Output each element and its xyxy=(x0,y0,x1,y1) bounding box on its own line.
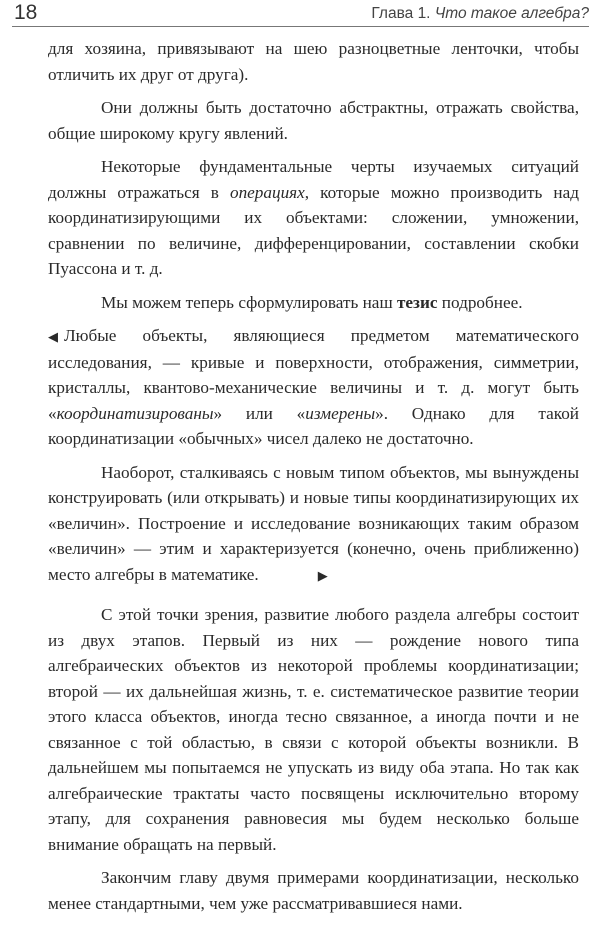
emphasis-operations: операциях xyxy=(229,182,305,202)
paragraph-text: Закончим главу двумя примерами координатизации, несколько менее стандартными, чем уже рассматривавшиеся нами. xyxy=(48,868,579,913)
emphasis-coordinatized: координатизированы xyxy=(56,403,214,423)
running-header xyxy=(12,0,589,27)
thesis-paragraph-2 xyxy=(48,460,579,589)
emphasis-measured: измерены xyxy=(305,403,376,423)
paragraph-text: » или « xyxy=(213,403,306,423)
paragraph-text: ». Однако для такой координатизации «обычных» чисел далеко не достаточно. xyxy=(48,403,579,448)
paragraph-two-stages xyxy=(48,602,579,857)
paragraph-text: Наоборот, сталкиваясь с новым типом объектов, мы вынуждены конструировать (или открывать) и новые типы координатизирующих их «величин». Построение и исследование возникающих таким образом «величин» — этим и характеризуется (конечно, очень приближенно) место алгебры в математике. xyxy=(48,462,579,584)
page-body xyxy=(48,36,579,924)
paragraph-text: С этой точки зрения, развитие любого раздела алгебры состоит из двух этапов. Первый из них — рождение нового типа алгебраических объектов из некоторой проблемы координатизации; второй — их дальнейшая жизнь, т. е. систематическое развитие теории этого класса объектов, иногда тесно связанное, а иногда почти и не связанное с той областью, в связи с которой объекты возникли. В дальнейшем мы попытаемся не упускать из виду оба этапа. Но так как алгебраические трактаты часто посвящены исключительно второму этапу, для сохранения равновесия мы будем несколько больше внимание обращать на первый. xyxy=(48,605,579,854)
chapter-title: Что такое алгебра? xyxy=(434,5,589,22)
paragraph-text: Они должны быть достаточно абстрактны, отражать свойства, общие широкому кругу явлений. xyxy=(48,98,579,143)
paragraph-text: Мы можем теперь сформулировать наш xyxy=(101,292,397,312)
paragraph-text: для хозяина, привязывают на шею разноцветные ленточки, чтобы отличить их друг от друга). xyxy=(48,39,579,84)
paragraph-operations xyxy=(48,154,579,282)
paragraph-thesis-intro xyxy=(48,290,579,316)
paragraph-text: , которые можно производить над координатизирующими их объектами: сложении, умножении, сравнении по величине, дифференцировании, составлении скобки Пуассона и т. д. xyxy=(48,182,579,278)
chapter-label: Глава 1. xyxy=(371,5,431,22)
page-number: 18 xyxy=(14,1,38,24)
running-title xyxy=(371,5,589,23)
paragraph-text: подробнее. xyxy=(437,292,523,312)
thesis-paragraph-1 xyxy=(48,323,579,452)
thesis-open-marker-icon: ◀ xyxy=(48,329,58,344)
term-thesis: тезис xyxy=(396,292,438,312)
thesis-close-marker-icon: ▶ xyxy=(317,567,328,583)
paragraph-text: Любые объекты, являющиеся предметом математического исследования, — кривые и поверхности, отображения, симметрии, кристаллы, квантово-механические величины и т. д. могут быть « xyxy=(48,326,579,423)
paragraph-continuation xyxy=(48,36,579,87)
paragraph-abstract xyxy=(48,95,579,146)
paragraph-text: Некоторые фундаментальные черты изучаемых ситуаций должны отражаться в xyxy=(48,157,579,202)
paragraph-conclusion xyxy=(48,865,579,916)
